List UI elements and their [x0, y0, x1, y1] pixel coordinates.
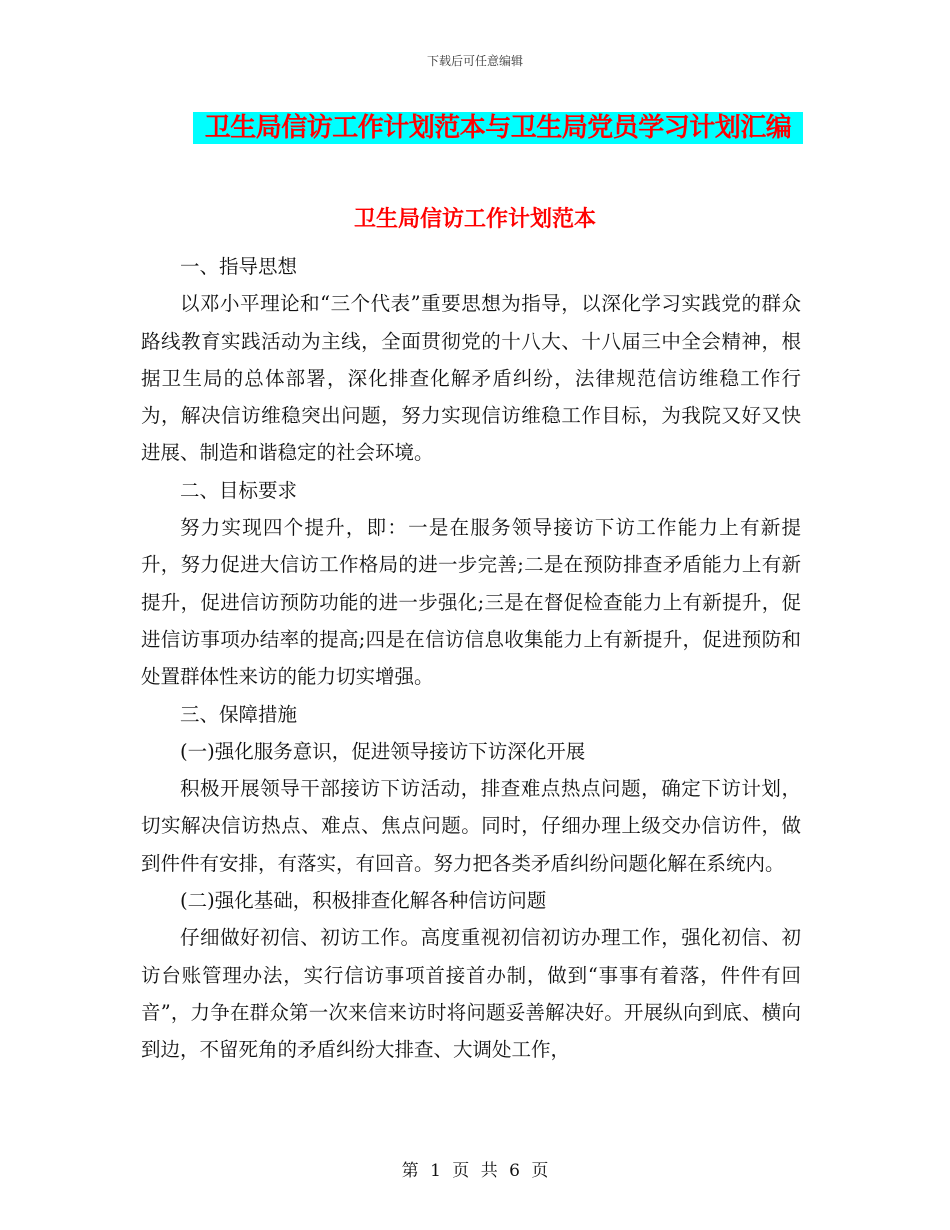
subheading-strengthen-foundation: (二)强化基础，积极排查化解各种信访问题: [180, 889, 547, 913]
paragraph-guiding-ideology: 以邓小平理论和“三个代表”重要思想为指导，以深化学习实践党的群众路线教育实践活动为主线，全面贯彻党的十八大、十八届三中全会精神，根据卫生局的总体部署，深化排查化解矛盾纠纷，法律规范信访维稳工作行为，解决信访维稳突出问题，努力实现信访维稳工作目标，为我院又好又快进展、制造和谐稳定的社会环境。: [141, 292, 801, 465]
paragraph-service-awareness: 积极开展领导干部接访下访活动，排查难点热点问题，确定下访计划，切实解决信访热点、难点、焦点问题。同时，仔细办理上级交办信访件，做到件件有安排，有落实，有回音。努力把各类矛盾纠纷问题化解在系统内。: [141, 777, 801, 875]
section-title: 卫生局信访工作计划范本: [353, 207, 596, 232]
document-main-title: 卫生局信访工作计划范本与卫生局党员学习计划汇编: [193, 112, 803, 144]
heading-guiding-ideology: 一、指导思想: [180, 255, 298, 278]
paragraph-goals: 努力实现四个提升，即：一是在服务领导接访下访工作能力上有新提升，努力促进大信访工作格局的进一步完善;二是在预防排查矛盾能力上有新提升，促进信访预防功能的进一步强化;三是在督促检查能力上有新提升，促进信访事项办结率的提高;四是在信访信息收集能力上有新提升，促进预防和处置群体性来访的能力切实增强。: [141, 516, 801, 689]
paragraph-strengthen-foundation: 仔细做好初信、初访工作。高度重视初信初访办理工作，强化初信、初访台账管理办法，实行信访事项首接首办制，做到“事事有着落，件件有回音”，力争在群众第一次来信来访时将问题妥善解决好。开展纵向到底、横向到边，不留死角的矛盾纠纷大排查、大调处工作，: [141, 926, 801, 1062]
document-body: [141, 248, 801, 1069]
subheading-service-awareness: (一)强化服务意识，促进领导接访下访深化开展: [180, 739, 586, 763]
header-note: 下载后可任意编辑: [426, 54, 523, 68]
heading-safeguards: 三、保障措施: [180, 702, 298, 726]
page-footer: 第 1 页 共 6 页: [401, 1161, 549, 1181]
heading-goals: 二、目标要求: [180, 478, 298, 502]
